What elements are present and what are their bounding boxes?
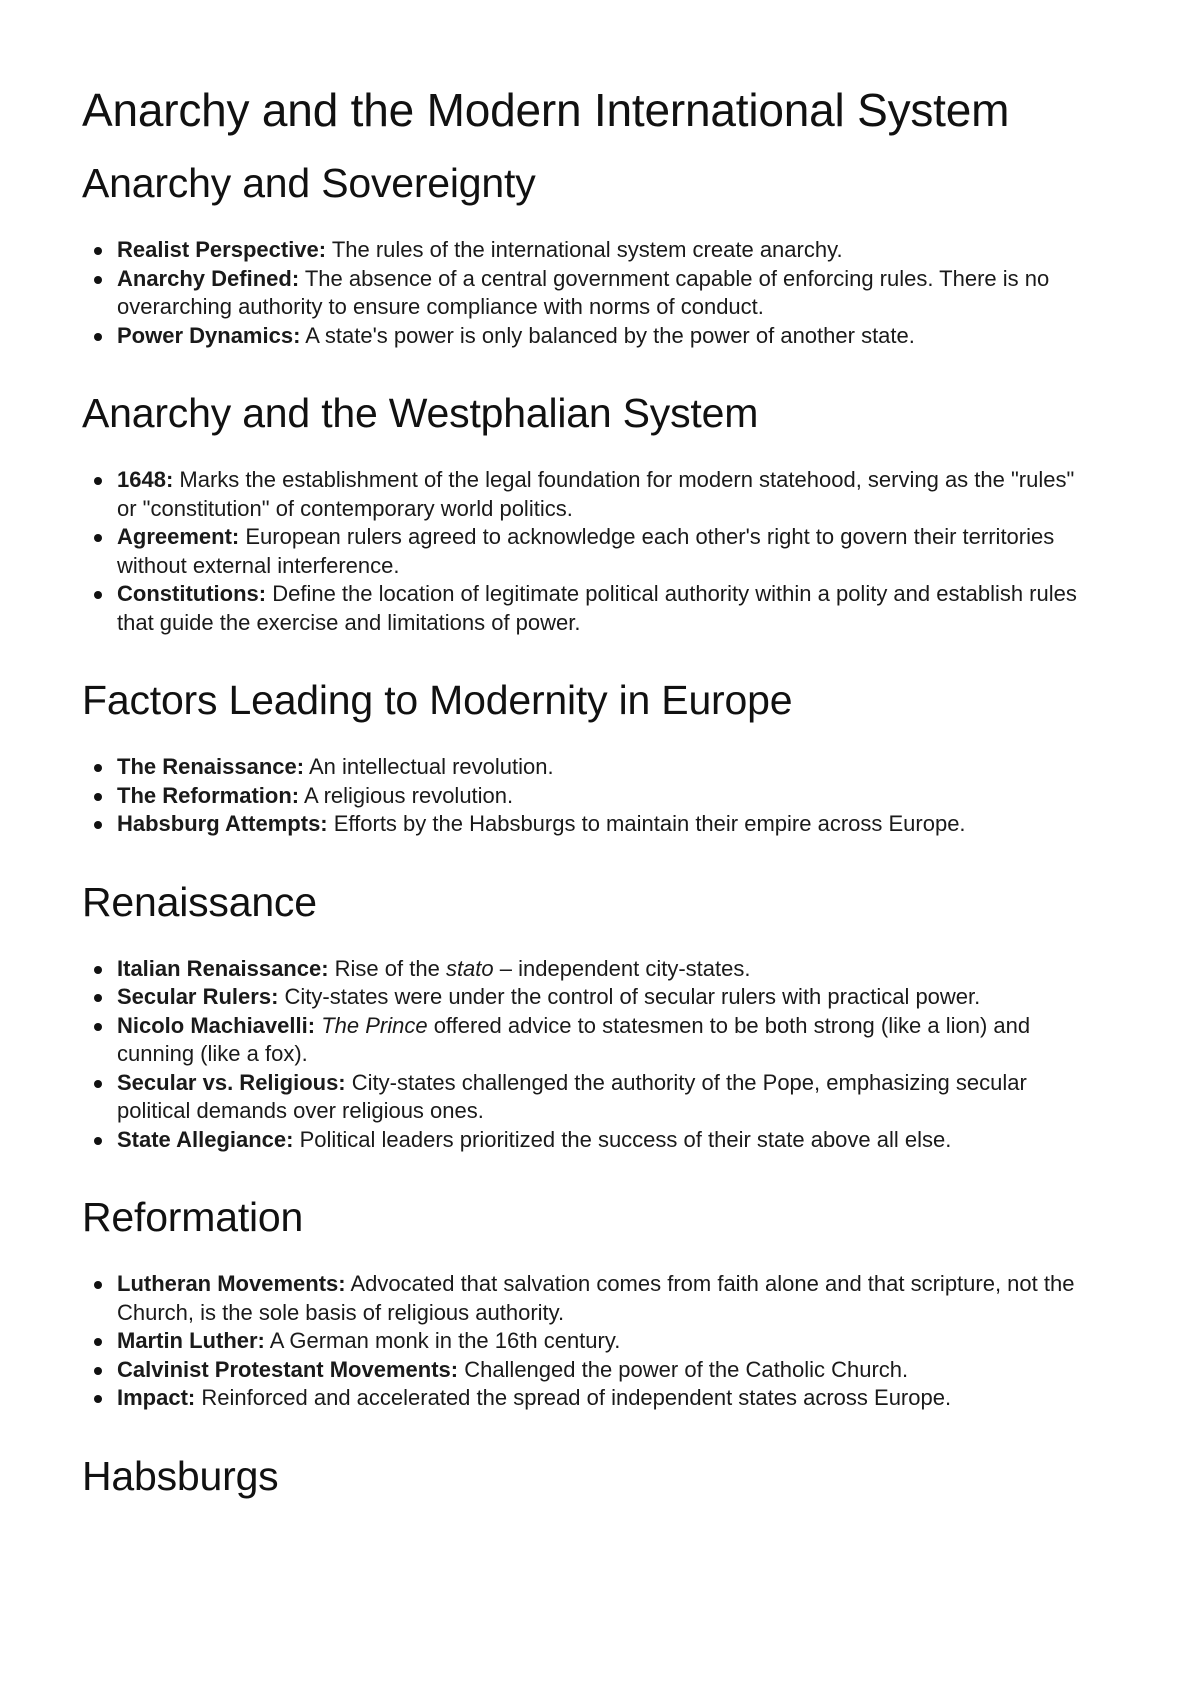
bullet-icon xyxy=(94,1281,102,1289)
bullet-icon xyxy=(94,1137,102,1145)
item-term: The Reformation: xyxy=(117,782,300,808)
list-item xyxy=(82,1012,1090,1069)
item-text: A German monk in the 16th century. xyxy=(264,1328,621,1353)
list-item xyxy=(82,466,1090,523)
item-term: Habsburg Attempts: xyxy=(117,811,328,836)
item-text-after: offered advice to statesmen to be both strong (like a lion) and cunning (like a fox). xyxy=(117,1012,1031,1066)
item-term: Nicolo Machiavelli: xyxy=(117,1012,316,1038)
list-item xyxy=(82,753,1090,782)
bullet-icon xyxy=(94,477,102,485)
item-text: City-states challenged the authority of the Pope, emphasizing secular political demands over religious ones. xyxy=(117,1069,1027,1123)
bullet-icon xyxy=(94,333,102,341)
bullet-icon xyxy=(94,1023,102,1031)
item-term: Secular vs. Religious: xyxy=(117,1069,346,1095)
bullet-list xyxy=(82,955,1090,1155)
item-term: Italian Renaissance: xyxy=(117,955,329,981)
bullet-icon xyxy=(94,1080,102,1088)
item-text: An intellectual revolution. xyxy=(304,754,554,779)
section xyxy=(82,1192,1090,1413)
list-item xyxy=(82,983,1090,1012)
item-term: Martin Luther: xyxy=(117,1328,265,1353)
bullet-icon xyxy=(94,591,102,599)
item-text-after: – independent city-states. xyxy=(493,955,751,981)
item-text: A state's power is only balanced by the power of another state. xyxy=(300,322,915,348)
item-term: 1648: xyxy=(117,467,174,492)
list-item xyxy=(82,580,1090,637)
list-item xyxy=(82,265,1090,322)
item-term: Realist Perspective: xyxy=(117,237,327,262)
list-item xyxy=(82,1069,1090,1126)
bullet-list xyxy=(82,1270,1090,1413)
item-text: A religious revolution. xyxy=(299,782,514,808)
section-heading: Habsburgs xyxy=(82,1452,279,1499)
bullet-icon xyxy=(94,966,102,974)
item-term: Secular Rulers: xyxy=(117,984,279,1009)
bullet-icon xyxy=(94,247,102,255)
item-text: Advocated that salvation comes from faith alone and that scripture, not the Church, is the sole basis of religious authority. xyxy=(117,1271,1075,1325)
bullet-list xyxy=(82,753,1090,839)
item-text: Define the location of legitimate political authority within a polity and establish rules that guide the exercise and limitations of power. xyxy=(117,581,1077,635)
section xyxy=(82,675,1090,839)
item-text: Political leaders prioritized the success of their state above all else. xyxy=(293,1126,952,1152)
item-text: Marks the establishment of the legal foundation for modern statehood, serving as the "rules" or "constitution" of contemporary world politics. xyxy=(117,467,1075,521)
item-term: State Allegiance: xyxy=(117,1126,294,1152)
item-term: Constitutions: xyxy=(117,581,267,606)
item-italic-text: The Prince xyxy=(321,1012,428,1038)
bullet-icon xyxy=(94,764,102,772)
item-term: Impact: xyxy=(117,1385,196,1410)
list-item xyxy=(82,810,1090,839)
item-text: Reinforced and accelerated the spread of independent states across Europe. xyxy=(195,1385,952,1410)
document-body xyxy=(82,158,1090,1501)
item-italic-text: stato xyxy=(445,955,494,981)
bullet-icon xyxy=(94,1395,102,1403)
section xyxy=(82,1451,1090,1501)
list-item xyxy=(82,236,1090,265)
item-text: The absence of a central government capable of enforcing rules. There is no overarching authority to ensure compliance with norms of conduct. xyxy=(117,265,1050,319)
bullet-icon xyxy=(94,994,102,1002)
bullet-icon xyxy=(94,821,102,829)
list-item xyxy=(82,1126,1090,1155)
bullet-list xyxy=(82,466,1090,637)
item-term: Calvinist Protestant Movements: xyxy=(117,1356,459,1382)
list-item xyxy=(82,1327,1090,1356)
list-item xyxy=(82,1384,1090,1413)
document-title: Anarchy and the Modern International System xyxy=(82,84,1010,136)
bullet-icon xyxy=(94,1338,102,1346)
bullet-icon xyxy=(94,534,102,542)
list-item xyxy=(82,322,1090,351)
section xyxy=(82,388,1090,637)
item-text: The rules of the international system create anarchy. xyxy=(326,237,843,262)
item-text: Efforts by the Habsburgs to maintain their empire across Europe. xyxy=(327,811,966,836)
section-heading: Factors Leading to Modernity in Europe xyxy=(82,677,793,723)
item-text: Rise of the xyxy=(328,955,446,981)
item-text: Challenged the power of the Catholic Church. xyxy=(458,1356,909,1382)
item-term: The Renaissance: xyxy=(117,754,305,779)
list-item xyxy=(82,782,1090,811)
section-heading: Anarchy and Sovereignty xyxy=(82,160,536,206)
bullet-icon xyxy=(94,276,102,284)
bullet-icon xyxy=(94,793,102,801)
item-text: European rulers agreed to acknowledge each other's right to govern their territories without external interference. xyxy=(117,524,1055,578)
bullet-list xyxy=(82,236,1090,350)
list-item xyxy=(82,1270,1090,1327)
item-term: Anarchy Defined: xyxy=(117,265,300,291)
item-text: City-states were under the control of secular rulers with practical power. xyxy=(278,984,981,1009)
section xyxy=(82,877,1090,1155)
bullet-icon xyxy=(94,1367,102,1375)
list-item xyxy=(82,955,1090,984)
section xyxy=(82,158,1090,350)
item-term: Agreement: xyxy=(117,524,240,549)
item-term: Lutheran Movements: xyxy=(117,1271,346,1296)
section-heading: Renaissance xyxy=(82,878,317,925)
item-term: Power Dynamics: xyxy=(117,322,301,348)
list-item xyxy=(82,1356,1090,1385)
section-heading: Anarchy and the Westphalian System xyxy=(82,390,759,436)
section-heading: Reformation xyxy=(82,1194,304,1240)
list-item xyxy=(82,523,1090,580)
